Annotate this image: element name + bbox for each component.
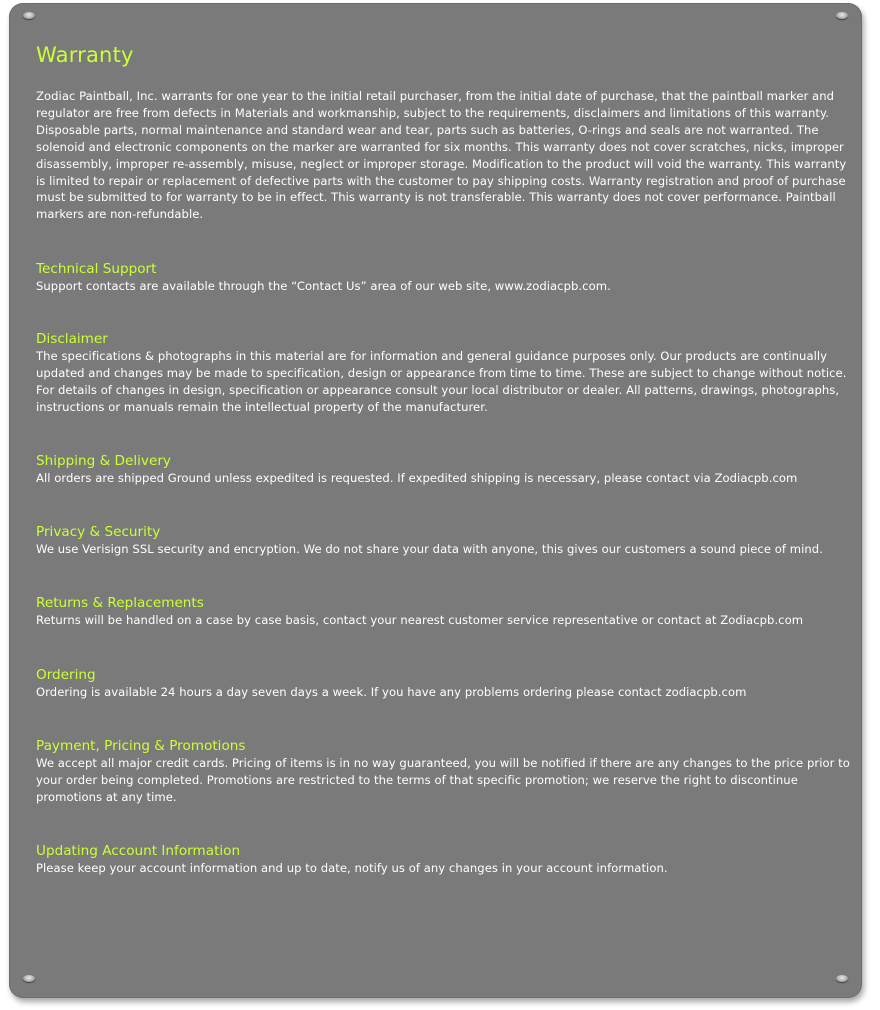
screw-icon: [23, 12, 35, 19]
section-returns-replacements: [36, 595, 854, 629]
section-text: Returns will be handled on a case by case basis, contact your nearest customer service representative or contact at Zodiacpb.com: [36, 612, 804, 627]
screw-icon: [23, 975, 35, 982]
section-text: Support contacts are available through the “Contact Us” area of our web site, www.zodiacpb.com.: [36, 279, 611, 294]
screw-icon: [836, 975, 848, 982]
section-heading: Payment, Pricing & Promotions: [36, 738, 246, 755]
section-payment-pricing-promotions: [36, 738, 854, 806]
section-updating-account-information: [36, 843, 854, 877]
policy-content: [36, 40, 854, 877]
page-title: Warranty: [36, 43, 134, 67]
section-ordering: [36, 667, 854, 701]
section-heading: Shipping & Delivery: [36, 452, 171, 469]
section-heading: Privacy & Security: [36, 523, 161, 540]
warranty-text: Zodiac Paintball, Inc. warrants for one year to the initial retail purchaser, from the initial date of purchase, that the paintball marker and regulator are free from defects in Materials and workmanship, subject to the requirements, disclaimers and limitations of this warranty. Disposable parts, normal maintenance and standard wear and tear, parts such as batteries, O-rings and seals are not warranted. The solenoid and electronic components on the marker are warranted for six months. This warranty does not cover scratches, nicks, improper disassembly, improper re-assembly, misuse, neglect or improper storage. Modification to the product will void the warranty. This warranty is limited to repair or replacement of defective parts with the customer to pay shipping costs. Warranty registration and proof of purchase must be submitted to for warranty to be in effect. This warranty is not transferable. This warranty does not cover performance. Paintball markers are non-refundable.: [36, 89, 847, 222]
section-text: We accept all major credit cards. Pricing of items is in no way guaranteed, you will be notified if there are any changes to the price prior to your order being completed. Promotions are restricted to the terms of that specific promotion; we reserve the right to discontinue promotions at any time.: [36, 756, 850, 805]
section-disclaimer: [36, 331, 854, 416]
section-heading: Technical Support: [36, 261, 157, 278]
section-shipping-delivery: [36, 453, 854, 487]
section-technical-support: [36, 261, 854, 295]
screw-icon: [836, 12, 848, 19]
section-heading: Updating Account Information: [36, 843, 241, 860]
section-heading: Returns & Replacements: [36, 594, 204, 611]
section-text: Please keep your account information and up to date, notify us of any changes in your account information.: [36, 861, 668, 876]
section-privacy-security: [36, 524, 854, 558]
section-heading: Disclaimer: [36, 331, 108, 348]
section-text: We use Verisign SSL security and encryption. We do not share your data with anyone, this gives our customers a sound piece of mind.: [36, 541, 823, 556]
section-text: The specifications & photographs in this material are for information and general guidance purposes only. Our products are continually updated and changes may be made to specification, design or appearance from time to time. These are subject to change without notice. For details of changes in design, specification or appearance consult your local distributor or dealer. All patterns, drawings, photographs, instructions or manuals remain the intellectual property of the manufacturer.: [36, 349, 847, 414]
section-text: All orders are shipped Ground unless expedited is requested. If expedited shipping is necessary, please contact via Zodiacpb.com: [36, 470, 798, 485]
section-text: Ordering is available 24 hours a day seven days a week. If you have any problems ordering please contact zodiacpb.com: [36, 684, 747, 699]
section-heading: Ordering: [36, 666, 96, 683]
